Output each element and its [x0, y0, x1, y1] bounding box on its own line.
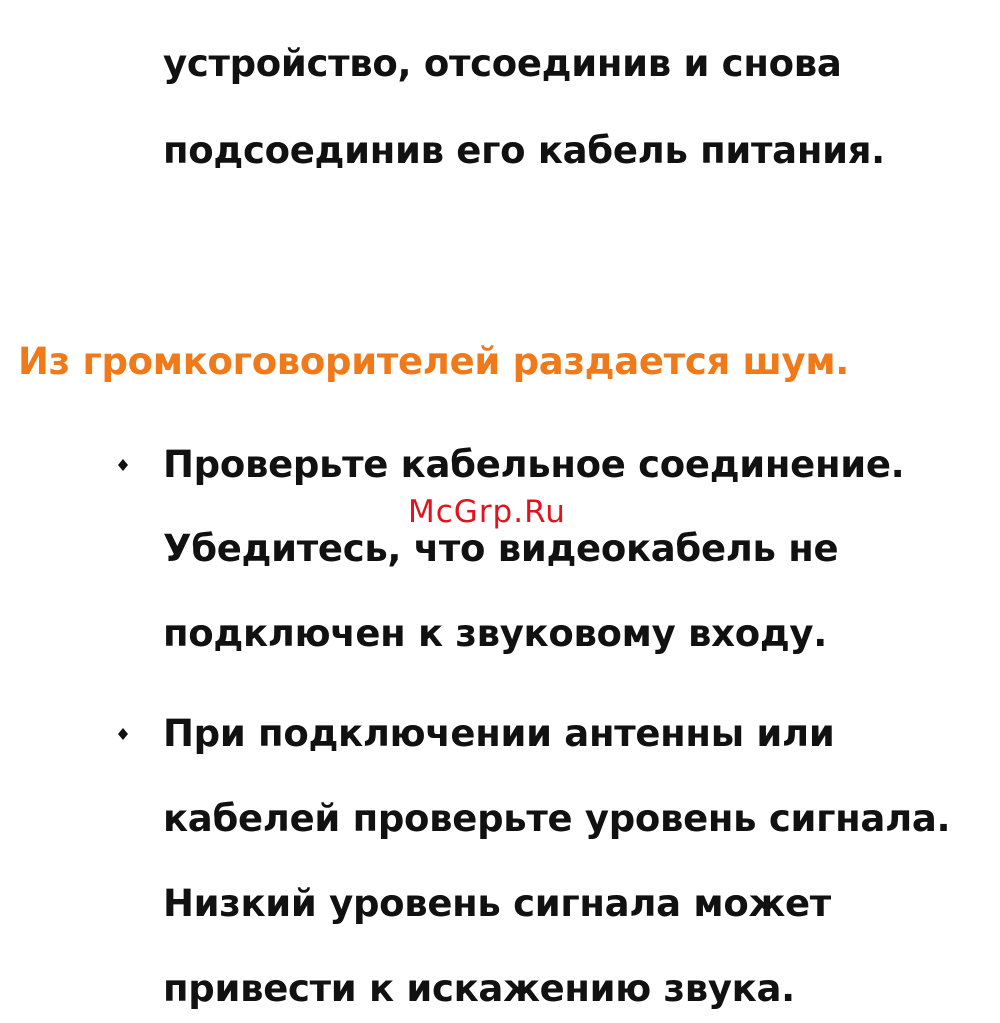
bullet-1-line-2: Убедитесь, что видеокабель не: [163, 527, 839, 570]
section-heading: Из громкоговорителей раздается шум.: [18, 340, 850, 383]
bullet-2-line-3: Низкий уровень сигнала может: [163, 882, 831, 925]
bullet-2-line-1: При подключении антенны или: [163, 712, 835, 755]
bullet-2-line-4: привести к искажению звука.: [163, 967, 795, 1010]
bullet-1-line-3: подключен к звуковому входу.: [163, 612, 827, 655]
intro-line-2: подсоединив его кабель питания.: [163, 129, 885, 172]
watermark-text: McGrp.Ru: [408, 494, 566, 530]
intro-line-1: устройство, отсоединив и снова: [163, 42, 842, 85]
diamond-bullet-icon: [116, 458, 130, 472]
diamond-bullet-icon: [116, 727, 130, 741]
bullet-1-line-1: Проверьте кабельное соединение.: [163, 443, 905, 486]
bullet-2-line-2: кабелей проверьте уровень сигнала.: [163, 797, 951, 840]
